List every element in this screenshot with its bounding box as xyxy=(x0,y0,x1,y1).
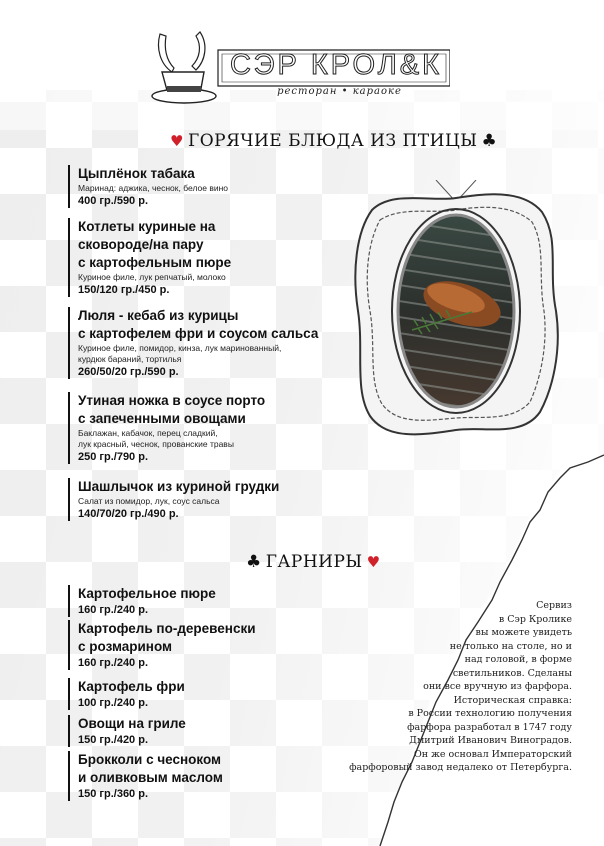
note-line: не только на столе, но и xyxy=(449,640,572,652)
item-price: 100 гр./240 р. xyxy=(78,697,149,709)
section-title-text: ГОРЯЧИЕ БЛЮДА ИЗ ПТИЦЫ xyxy=(187,131,478,151)
menu-item xyxy=(68,218,231,297)
item-name-line: с розмарином xyxy=(78,639,173,654)
item-name-line: с картофелем фри и соусом сальса xyxy=(78,326,319,341)
item-description: Куриное филе, лук репчатый, молоко xyxy=(78,272,226,282)
section-title-text: ГАРНИРЫ xyxy=(265,552,363,572)
item-name-line: с запеченными овощами xyxy=(78,411,246,426)
item-description: Маринад: аджика, чеснок, белое вино xyxy=(78,183,229,193)
item-price: 160 гр./240 р. xyxy=(78,604,149,616)
item-name: Шашлычок из куриной грудки xyxy=(78,479,280,494)
heart-icon: ♥ xyxy=(170,132,184,150)
item-name: Овощи на гриле xyxy=(78,716,186,731)
item-name-line: и оливковым маслом xyxy=(78,770,223,785)
item-name-line: сковороде/на пару xyxy=(78,237,204,252)
heart-icon: ♥ xyxy=(366,553,381,571)
item-name: Цыплёнок табака xyxy=(78,166,195,181)
item-name-line: Котлеты куриные на xyxy=(78,219,216,234)
menu-item xyxy=(68,585,216,617)
framed-dish-photo xyxy=(352,180,560,442)
item-price: 150 гр./360 р. xyxy=(78,788,149,800)
item-price: 140/70/20 гр./490 р. xyxy=(78,508,179,520)
item-name-line: Брокколи с чесноком xyxy=(78,752,222,767)
item-description: Куриное филе, помидор, кинза, лук маринованный, xyxy=(78,343,282,353)
item-price: 150/120 гр./450 р. xyxy=(78,284,170,296)
menu-item xyxy=(68,392,265,464)
note-line: вы можете увидеть xyxy=(475,627,572,638)
note-line: Сервиз xyxy=(536,600,572,611)
item-description: лук красный, чеснок, прованские травы xyxy=(78,439,234,449)
note-line: Он же основал Императорский xyxy=(413,748,572,760)
item-name: Картофельное пюре xyxy=(78,586,216,601)
item-name-line: с картофельным пюре xyxy=(78,255,232,270)
club-icon: ♣ xyxy=(481,131,498,151)
club-icon: ♣ xyxy=(246,552,262,572)
item-name-line: Утиная ножка в соусе порто xyxy=(78,393,266,408)
menu-item xyxy=(68,715,186,747)
item-name: Картофель фри xyxy=(78,679,185,694)
history-note xyxy=(312,599,572,775)
note-line: Историческая справка: xyxy=(453,694,572,706)
note-line: в Сэр Кролике xyxy=(498,613,572,625)
item-description: Баклажан, кабачок, перец сладкий, xyxy=(78,428,218,438)
brand-tagline: ресторан • караоке xyxy=(277,86,402,97)
note-line: над головой, в форме xyxy=(464,654,572,665)
item-price: 400 гр./590 р. xyxy=(78,195,149,207)
section-title-poultry xyxy=(170,131,497,151)
item-price: 260/50/20 гр./590 р. xyxy=(78,366,179,378)
item-description: курдюк бараний, тортилья xyxy=(78,354,182,364)
item-name-line: Люля - кебаб из курицы xyxy=(78,308,239,323)
note-line: в России технологию получения xyxy=(408,708,572,719)
menu-item xyxy=(68,620,256,670)
menu-item xyxy=(68,307,318,379)
item-price: 150 гр./420 р. xyxy=(78,734,149,746)
item-description: Салат из помидор, лук, соус сальса xyxy=(78,496,220,506)
item-price: 160 гр./240 р. xyxy=(78,657,149,669)
note-line: Дмитрий Иванович Виноградов. xyxy=(409,735,572,746)
item-price: 250 гр./790 р. xyxy=(78,451,149,463)
menu-item xyxy=(68,678,185,710)
item-name-line: Картофель по-деревенски xyxy=(78,621,256,636)
menu-item xyxy=(68,478,279,521)
note-line: фарфора разработал в 1747 году xyxy=(407,721,572,733)
menu-item xyxy=(68,165,228,208)
brand-name: СЭР КРОЛ&К xyxy=(230,49,442,81)
note-line: фарфоровый завод недалеко от Петербурга. xyxy=(349,762,572,773)
note-line: они все вручную из фарфора. xyxy=(423,681,572,692)
menu-item xyxy=(68,751,223,801)
section-title-sides xyxy=(246,552,381,572)
note-line: светильников. Сделаны xyxy=(452,667,572,679)
